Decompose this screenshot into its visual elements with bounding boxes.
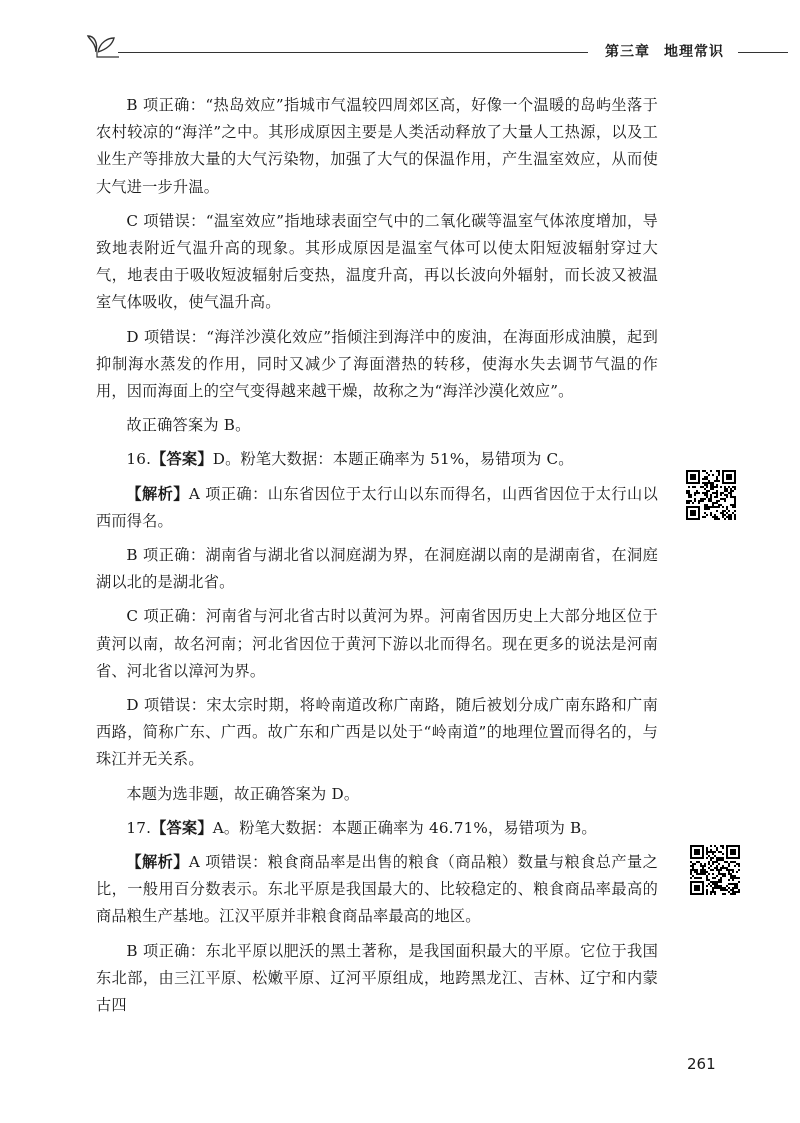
chapter-title: 地理常识 — [664, 44, 724, 60]
leaf-icon — [86, 30, 120, 58]
answer-17 — [96, 815, 658, 842]
answer-text: D。粉笔大数据：本题正确率为 51%，易错项为 C。 — [212, 450, 574, 469]
question-number: 17. — [126, 818, 152, 837]
paragraph: 故正确答案为 B。 — [126, 416, 251, 435]
analysis-label: 【解析】 — [126, 853, 189, 872]
header-rule-right — [738, 52, 788, 53]
paragraph: B 项正确：东北平原以肥沃的黑土著称，是我国面积最大的平原。它位于我国东北部，由三江平原、松嫩平原、辽河平原组成，地跨黑龙江、吉林、辽宁和内蒙古四 — [96, 941, 658, 1015]
analysis-label: 【解析】 — [126, 484, 189, 503]
paragraph: 本题为选非题，故正确答案为 D。 — [126, 784, 360, 803]
paragraph: D 项错误：“海洋沙漠化效应”指倾注到海洋中的废油，在海面形成油膜，起到抑制海水蒸发的作用，同时又减少了海面潜热的转移，使海水失去调节气温的作用，因而海面上的空气变得越来越干燥，故称之为“海洋沙漠化效应”。 — [96, 327, 658, 401]
qr-code-icon[interactable] — [686, 470, 736, 520]
paragraph: C 项错误：“温室效应”指地球表面空气中的二氧化碳等温室气体浓度增加，导致地表附近气温升高的现象。其形成原因是温室气体可以使太阳短波辐射穿过大气，地表由于吸收短波辐射后变热，温度升高，再以长波向外辐射，而长波又被温室气体吸收，使气温升高。 — [96, 211, 658, 312]
answer-text: A。粉笔大数据：本题正确率为 46.71%，易错项为 B。 — [212, 818, 597, 837]
page-number: 261 — [687, 1055, 716, 1073]
page-body — [96, 92, 658, 1026]
paragraph: B 项正确：湖南省与湖北省以洞庭湖为界，在洞庭湖以南的是湖南省，在洞庭湖以北的是湖北省。 — [96, 546, 658, 592]
paragraph: C 项正确：河南省与河北省古时以黄河为界。河南省因历史上大部分地区位于黄河以南，故名河南；河北省因位于黄河下游以北而得名。现在更多的说法是河南省、河北省以漳河为界。 — [96, 607, 658, 680]
answer-16 — [96, 446, 658, 473]
analysis-text: A 项错误：粮食商品率是出售的粮食（商品粮）数量与粮食总产量之比，一般用百分数表示。东北平原是我国最大的、比较稳定的、粮食商品率最高的商品粮生产基地。江汉平原并非粮食商品率最高的地区。 — [96, 853, 658, 926]
answer-label: 【答案】 — [151, 818, 213, 837]
question-number: 16. — [126, 450, 152, 469]
running-header — [605, 41, 738, 61]
paragraph: D 项错误：宋太宗时期，将岭南道改称广南路，随后被划分成广南东路和广南西路，简称广东、广西。故广东和广西是以处于“岭南道”的地理位置而得名的，与珠江并无关系。 — [96, 696, 658, 769]
analysis-16 — [96, 481, 658, 535]
qr-code-icon[interactable] — [690, 845, 740, 895]
chapter-label: 第三章 — [605, 44, 650, 60]
analysis-text: A 项正确：山东省因位于太行山以东而得名，山西省因位于太行山以西而得名。 — [96, 484, 658, 530]
analysis-17 — [96, 849, 658, 931]
paragraph: B 项正确：“热岛效应”指城市气温较四周郊区高，好像一个温暖的岛屿坐落于农村较凉的“海洋”之中。其形成原因主要是人类活动释放了大量人工热源，以及工业生产等排放大量的大气污染物，加强了大气的保温作用，产生温室效应，从而使大气进一步升温。 — [96, 96, 658, 196]
answer-label: 【答案】 — [151, 450, 213, 469]
header-rule-left — [118, 52, 588, 53]
